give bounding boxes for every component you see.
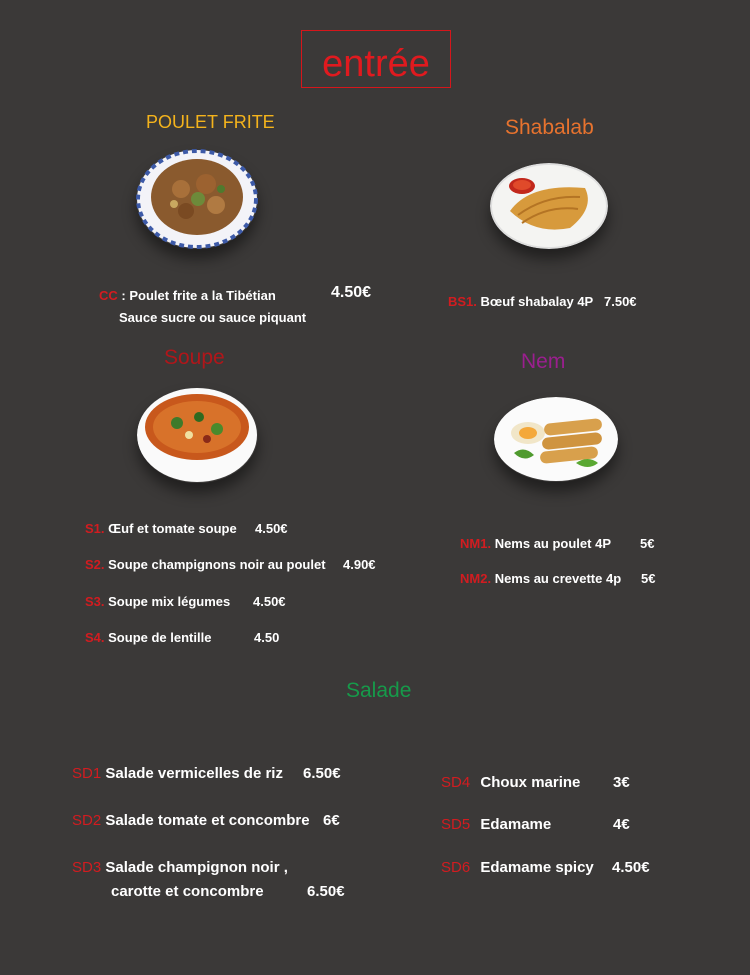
section-heading-salade: Salade	[346, 679, 412, 702]
item-code: S4.	[85, 630, 105, 645]
spring-rolls-image	[494, 397, 618, 482]
item-price-s3: 4.50€	[253, 594, 286, 609]
item-price-nm1: 5€	[640, 536, 655, 551]
item-name: Salade vermicelles de riz	[105, 765, 283, 782]
menu-item-s2	[85, 556, 326, 574]
item-name: Salade tomate et concombre	[105, 812, 310, 829]
item-price-sd6: 4.50€	[612, 859, 650, 876]
item-name: Choux marine	[480, 774, 581, 791]
item-code: SD6	[441, 859, 471, 876]
page-title: entrée	[301, 30, 451, 88]
menu-item-s1	[85, 520, 237, 538]
item-name: Salade champignon noir ,	[105, 859, 288, 876]
item-code: BS1.	[448, 294, 477, 309]
menu-item-bs1	[448, 293, 593, 311]
item-code: SD2	[72, 812, 102, 829]
item-price-s1: 4.50€	[255, 521, 288, 536]
item-code: SD3	[72, 859, 102, 876]
item-price-sd4: 3€	[613, 774, 630, 791]
item-name: Bœuf shabalay 4P	[480, 294, 594, 309]
item-price-cc: 4.50€	[331, 284, 372, 301]
item-price-sd1: 6.50€	[303, 765, 341, 782]
section-heading-nem: Nem	[521, 350, 566, 373]
section-heading-shabalab: Shabalab	[505, 116, 594, 139]
menu-item-sd3	[72, 858, 288, 878]
item-code: S1.	[85, 521, 105, 536]
item-code: SD4	[441, 774, 471, 791]
item-price-sd5: 4€	[613, 816, 630, 833]
item-price-nm2: 5€	[641, 571, 656, 586]
menu-item-s3	[85, 593, 230, 611]
menu-item-sd2	[72, 811, 310, 831]
item-code: NM2.	[460, 571, 492, 586]
item-price-bs1: 7.50€	[604, 294, 637, 309]
item-code: SD1	[72, 765, 102, 782]
item-price-sd3: 6.50€	[307, 883, 345, 900]
item-price-s4: 4.50	[254, 630, 280, 645]
menu-item-sd1	[72, 764, 283, 784]
fried-chicken-image	[136, 149, 258, 249]
item-code: CC	[99, 288, 118, 303]
item-price-sd2: 6€	[323, 812, 340, 829]
item-code: SD5	[441, 816, 471, 833]
section-heading-soupe: Soupe	[164, 346, 225, 369]
item-price-s2: 4.90€	[343, 557, 376, 572]
menu-item-nm1	[460, 535, 611, 553]
item-name: Nems au crevette 4p	[494, 571, 622, 586]
item-name: Poulet frite a la Tibétian	[129, 288, 276, 303]
menu-item-sd4	[441, 773, 580, 793]
item-name: Œuf et tomate soupe	[108, 521, 237, 536]
item-name: Edamame	[480, 816, 552, 833]
item-name: Nems au poulet 4P	[494, 536, 611, 551]
item-code: S3.	[85, 594, 105, 609]
item-name: Soupe champignons noir au poulet	[108, 557, 326, 572]
item-name: Edamame spicy	[480, 859, 594, 876]
menu-item-sd6	[441, 858, 594, 878]
item-name: Soupe mix légumes	[108, 594, 231, 609]
item-name-line2-sd3: carotte et concombre	[111, 883, 264, 900]
menu-item-cc	[99, 287, 276, 305]
section-heading-poulet: POULET FRITE	[146, 112, 275, 132]
dumplings-image	[490, 163, 608, 249]
item-name: Soupe de lentille	[108, 630, 212, 645]
item-separator: :	[121, 288, 126, 303]
soup-bowl-image	[137, 387, 258, 483]
item-note-cc: Sauce sucre ou sauce piquant	[119, 310, 307, 325]
menu-item-s4	[85, 629, 211, 647]
menu-item-nm2	[460, 570, 621, 588]
item-code: S2.	[85, 557, 105, 572]
menu-item-sd5	[441, 815, 551, 835]
item-code: NM1.	[460, 536, 492, 551]
